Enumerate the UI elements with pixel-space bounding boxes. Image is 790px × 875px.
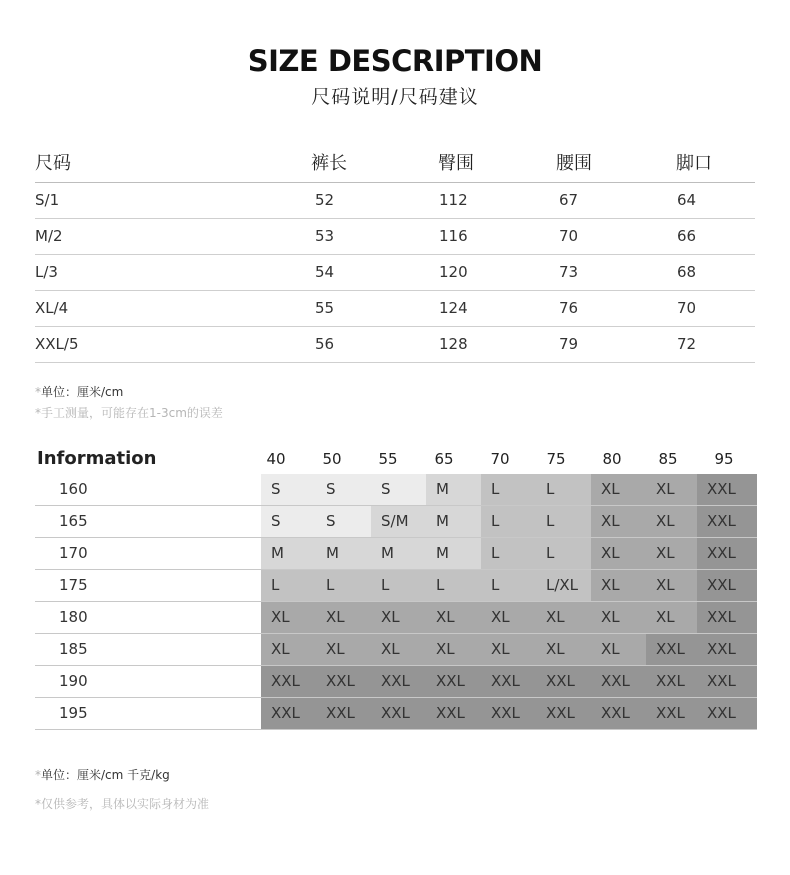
weight-header: 75 [546, 450, 566, 468]
column-header-length: 裤长 [311, 153, 347, 174]
waist-cell: 70 [559, 227, 579, 245]
size-table-header [35, 150, 755, 183]
size-recommendation-cell: XXL [697, 602, 757, 633]
size-recommendation-cell: L [261, 570, 316, 601]
weight-header: 65 [434, 450, 454, 468]
information-label: Information [37, 448, 157, 469]
size-recommendation-cell: XXL [481, 666, 536, 697]
size-recommendation-cell: S [261, 506, 316, 537]
size-recommendation-cell: XXL [316, 666, 371, 697]
size-recommendation-cell: XXL [591, 698, 646, 729]
table-row [35, 219, 755, 255]
size-recommendation-cell: XXL [261, 666, 316, 697]
waist-cell: 79 [559, 335, 579, 353]
size-recommendation-cell: S/M [371, 506, 426, 537]
size-recommendation-cell: XL [646, 602, 697, 633]
hem-cell: 68 [677, 263, 697, 281]
size-recommendation-cell: M [426, 506, 481, 537]
table-row [35, 538, 757, 570]
info-unit-note [35, 766, 170, 783]
size-recommendation-cell: L [316, 570, 371, 601]
table-row [35, 506, 757, 538]
size-recommendation-cell: XL [316, 634, 371, 665]
reference-note: *仅供参考，具体以实际身材为准 [35, 797, 210, 811]
table-row [35, 634, 757, 666]
size-recommendation-cell: L [371, 570, 426, 601]
hip-cell: 112 [439, 191, 468, 209]
table-row [35, 474, 757, 506]
table-row [35, 570, 757, 602]
size-cell: S/1 [35, 191, 60, 209]
column-header-hip: 臀围 [438, 153, 474, 174]
height-label: 185 [59, 640, 88, 658]
size-recommendation-cell: XXL [697, 570, 757, 601]
size-recommendation-cell: XL [536, 602, 591, 633]
size-recommendation-cell: L [536, 474, 591, 505]
size-recommendation-cell: L [536, 506, 591, 537]
size-recommendation-cell: XXL [536, 666, 591, 697]
size-recommendation-cell: L [536, 538, 591, 569]
page-subtitle: 尺码说明/尺码建议 [311, 86, 479, 108]
weight-header: 70 [490, 450, 510, 468]
size-recommendation-cell: S [371, 474, 426, 505]
size-recommendation-cell: M [371, 538, 426, 569]
size-cell: XL/4 [35, 299, 69, 317]
length-cell: 52 [315, 191, 335, 209]
unit-note [35, 383, 123, 400]
hip-cell: 120 [439, 263, 468, 281]
table-row [35, 602, 757, 634]
table-row [35, 327, 755, 363]
size-recommendation-cell: XXL [591, 666, 646, 697]
hip-cell: 124 [439, 299, 468, 317]
length-cell: 56 [315, 335, 335, 353]
weight-header: 80 [602, 450, 622, 468]
height-label: 170 [59, 544, 88, 562]
size-recommendation-cell: XXL [371, 666, 426, 697]
size-recommendation-cell: XL [426, 634, 481, 665]
length-cell: 53 [315, 227, 335, 245]
size-recommendation-cell: M [426, 474, 481, 505]
table-row [35, 666, 757, 698]
size-recommendation-cell: XXL [697, 506, 757, 537]
table-row [35, 183, 755, 219]
measurement-note: *手工测量，可能存在1-3cm的误差 [35, 406, 223, 420]
waist-cell: 76 [559, 299, 579, 317]
height-label: 165 [59, 512, 88, 530]
weight-header: 85 [658, 450, 678, 468]
length-cell: 54 [315, 263, 335, 281]
size-recommendation-cell: S [316, 474, 371, 505]
hem-cell: 64 [677, 191, 697, 209]
size-recommendation-cell: XXL [697, 634, 757, 665]
size-recommendation-cell: XXL [261, 698, 316, 729]
height-label: 190 [59, 672, 88, 690]
size-recommendation-cell: L [481, 538, 536, 569]
size-recommendation-cell: L [426, 570, 481, 601]
size-recommendation-cell: XXL [646, 634, 697, 665]
height-label: 180 [59, 608, 88, 626]
size-recommendation-cell: XL [591, 602, 646, 633]
size-recommendation-table [35, 446, 757, 730]
size-recommendation-cell: L/XL [536, 570, 591, 601]
size-recommendation-cell: XL [591, 570, 646, 601]
size-recommendation-cell: XL [646, 474, 697, 505]
weight-header: 50 [322, 450, 342, 468]
size-recommendation-cell: XL [646, 570, 697, 601]
hip-cell: 116 [439, 227, 468, 245]
size-recommendation-cell: M [426, 538, 481, 569]
size-recommendation-cell: XXL [481, 698, 536, 729]
size-cell: L/3 [35, 263, 58, 281]
size-recommendation-cell: XL [261, 634, 316, 665]
size-recommendation-cell: XL [646, 506, 697, 537]
size-recommendation-cell: XXL [426, 698, 481, 729]
height-label: 195 [59, 704, 88, 722]
size-recommendation-cell: XXL [646, 666, 697, 697]
height-label: 160 [59, 480, 88, 498]
size-recommendation-cell: XL [261, 602, 316, 633]
size-recommendation-cell: XXL [316, 698, 371, 729]
size-recommendation-cell: XL [481, 602, 536, 633]
size-recommendation-cell: S [261, 474, 316, 505]
size-recommendation-cell: XL [536, 634, 591, 665]
size-recommendation-cell: XL [591, 506, 646, 537]
table-row [35, 698, 757, 730]
size-recommendation-cell: M [316, 538, 371, 569]
size-recommendation-cell: XXL [697, 538, 757, 569]
size-cell: XXL/5 [35, 335, 79, 353]
size-recommendation-cell: XL [316, 602, 371, 633]
size-recommendation-cell: XL [371, 602, 426, 633]
size-recommendation-cell: XL [371, 634, 426, 665]
height-label: 175 [59, 576, 88, 594]
hem-cell: 72 [677, 335, 697, 353]
size-recommendation-cell: L [481, 570, 536, 601]
size-recommendation-cell: XXL [371, 698, 426, 729]
size-table [35, 150, 755, 363]
size-recommendation-cell: XL [481, 634, 536, 665]
size-recommendation-cell: XXL [536, 698, 591, 729]
size-recommendation-cell: XL [646, 538, 697, 569]
size-recommendation-cell: XL [591, 538, 646, 569]
column-header-size: 尺码 [35, 153, 71, 174]
column-header-waist: 腰围 [556, 153, 592, 174]
size-recommendation-cell: XXL [697, 474, 757, 505]
length-cell: 55 [315, 299, 335, 317]
column-header-hem: 脚口 [676, 153, 712, 174]
weight-header: 40 [266, 450, 286, 468]
size-recommendation-cell: XXL [426, 666, 481, 697]
size-recommendation-cell: XXL [697, 698, 757, 729]
size-recommendation-cell: XL [591, 474, 646, 505]
size-recommendation-cell: L [481, 474, 536, 505]
weight-header: 55 [378, 450, 398, 468]
note-star: * [35, 385, 41, 399]
unit-note-text: 单位：厘米/cm [41, 385, 124, 399]
table-row [35, 255, 755, 291]
hip-cell: 128 [439, 335, 468, 353]
size-recommendation-cell: M [261, 538, 316, 569]
table-row [35, 291, 755, 327]
note-star: * [35, 768, 41, 782]
page-title: SIZE DESCRIPTION [247, 44, 543, 78]
size-recommendation-cell: XXL [646, 698, 697, 729]
info-rows [35, 474, 757, 730]
size-recommendation-cell: L [481, 506, 536, 537]
size-recommendation-cell: XL [591, 634, 646, 665]
size-recommendation-cell: XXL [697, 666, 757, 697]
size-recommendation-cell: XL [426, 602, 481, 633]
size-recommendation-cell: S [316, 506, 371, 537]
info-unit-note-text: 单位：厘米/cm 千克/kg [41, 768, 170, 782]
weight-header: 95 [714, 450, 734, 468]
hem-cell: 66 [677, 227, 697, 245]
weight-header-row [35, 446, 757, 474]
size-cell: M/2 [35, 227, 63, 245]
hem-cell: 70 [677, 299, 697, 317]
waist-cell: 67 [559, 191, 579, 209]
waist-cell: 73 [559, 263, 579, 281]
